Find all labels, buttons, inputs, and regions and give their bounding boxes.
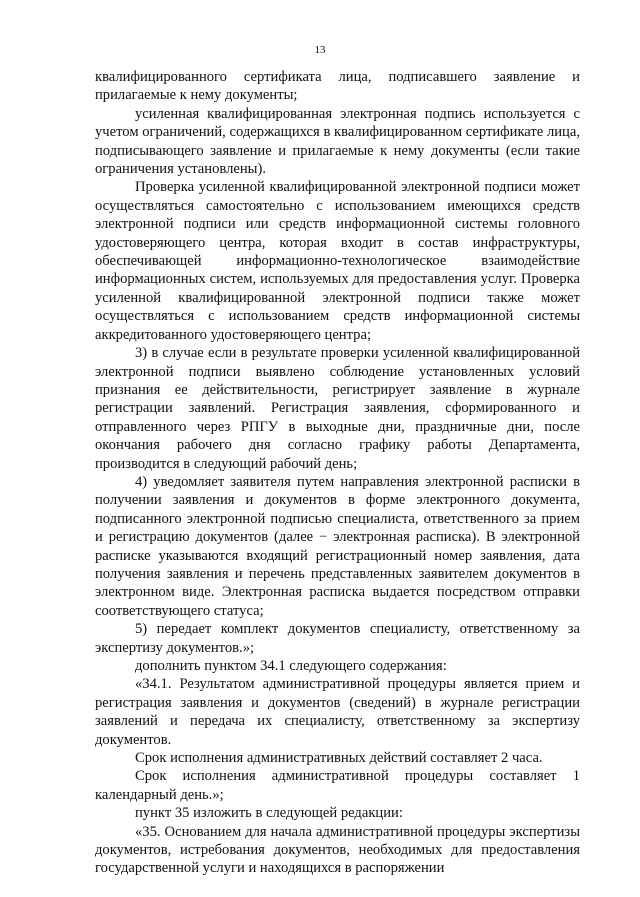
paragraph-11: пункт 35 изложить в следующей редакции: (135, 805, 403, 822)
paragraph-3: Проверка усиленной квалифицированной электронной подписи может осуществляться самостоятельно с использованием имеющихся средств электронной подписи или средств информационной системы головного удостоверяющего центра, которая входит в состав инфраструктуры, обеспечивающей информационно-технологическое взаимодействие информационных систем, используемых для предоставления услуг. Проверка усиленной квалифицированной электронной подписи также может осуществляться с использованием средств информационной системы аккредитованного удостоверяющего центра; (95, 179, 580, 343)
document-body (95, 68, 580, 878)
paragraph-9: Срок исполнения административных действий составляет 2 часа. (135, 750, 543, 767)
paragraph-7: дополнить пунктом 34.1 следующего содержания: (135, 658, 447, 674)
paragraph-2: усиленная квалифицированная электронная подпись используется с учетом ограничений, содержащихся в квалифицированном сертификате лица, подписывающего заявление и прилагаемые к нему документы (если такие ограничения установлены). (95, 105, 580, 178)
paragraph-10: Срок исполнения административной процедуры составляет 1 календарный день.»; (95, 768, 580, 803)
paragraph-12: «35. Основанием для начала административной процедуры экспертизы документов, истребования документов, необходимых для предоставления государственной услуги и находящихся в распоряжении (95, 823, 580, 877)
page-number: 13 (314, 44, 326, 56)
paragraph-1: квалифицированного сертификата лица, подписавшего заявление и прилагаемые к нему документы; (95, 69, 580, 104)
paragraph-6: 5) передает комплект документов специалисту, ответственному за экспертизу документов.»; (95, 621, 580, 656)
paragraph-4: 3) в случае если в результате проверки усиленной квалифицированной электронной подписи выявлено соблюдение установленных условий признания ее действительности, регистрирует заявление в журнале регистрации заявлений. Регистрация заявления, сформированного и отправленного через РПГУ в выходные дни, праздничные дни, после окончания рабочего дня согласно графику работы Департамента, производится в следующий рабочий день; (95, 345, 580, 472)
paragraph-5: 4) уведомляет заявителя путем направления электронной расписки в получении заявления и документов в форме электронного документа, подписанного электронной подписью специалиста, ответственного за прием и регистрацию документов (далее − электронная расписка). В электронной расписке указываются входящий регистрационный номер заявления, дата получения заявления и перечень представленных заявителем документов в электронном виде. Электронная расписка выдается посредством отправки соответствующего статуса; (95, 473, 580, 619)
paragraph-8: «34.1. Результатом административной процедуры является прием и регистрация заявления и документов (сведений) в журнале регистрации заявлений и передача их специалисту, ответственному за экспертизу документов. (95, 676, 580, 748)
